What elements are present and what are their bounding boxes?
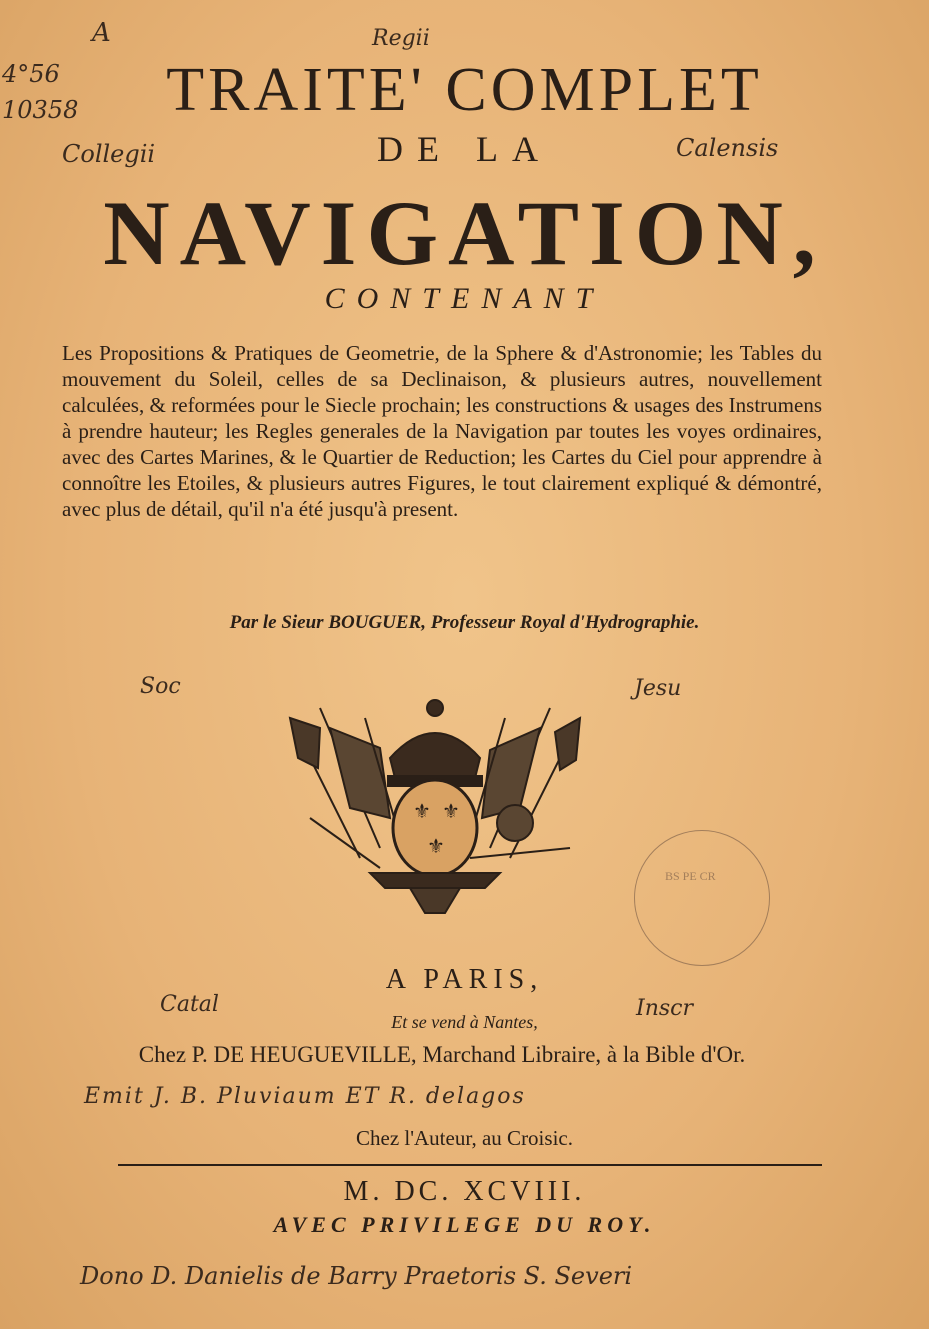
svg-text:⚜: ⚜ bbox=[427, 836, 445, 858]
author-line: Par le Sieur BOUGUER, Professeur Royal d'Hydrographie. bbox=[229, 612, 700, 633]
title-line-2: DE LA bbox=[377, 129, 552, 169]
royal-arms-emblem bbox=[270, 688, 600, 918]
imprint-place: A PARIS, bbox=[385, 964, 544, 995]
svg-text:⚜: ⚜ bbox=[442, 801, 460, 823]
imprint-printer: Chez P. DE HEUGUEVILLE, Marchand Libraire, à la Bible d'Or. bbox=[138, 1042, 746, 1067]
annotation-inscr: Inscr bbox=[636, 996, 693, 1021]
title-line-1: TRAITE' COMPLET bbox=[166, 56, 763, 124]
library-stamp-text: BS PE CR bbox=[665, 869, 716, 883]
title-contenant: CONTENANT bbox=[324, 282, 605, 315]
owner-inscription: Emit J. B. Pluviaum ET R. delagos bbox=[84, 1084, 526, 1109]
imprint-auteur: Chez l'Auteur, au Croisic. bbox=[356, 1126, 573, 1150]
imprint-privilege: AVEC PRIVILEGE DU ROY. bbox=[273, 1212, 656, 1237]
annotation-collegii: Collegii bbox=[62, 140, 156, 168]
annotation-jesu: Jesu bbox=[634, 676, 682, 701]
annotation-soc: Soc bbox=[140, 674, 181, 699]
annotation-calensis: Calensis bbox=[676, 134, 779, 162]
svg-text:⚜: ⚜ bbox=[413, 801, 431, 823]
annotation-regii: Regii bbox=[372, 26, 430, 51]
imprint-date: M. DC. XCVIII. bbox=[343, 1176, 586, 1207]
divider-rule bbox=[118, 1164, 822, 1166]
description-paragraph: Les Propositions & Pratiques de Geometrie, de la Sphere & d'Astronomie; les Tables du mouvement du Soleil, celles de sa Declinaison, & plusieurs autres, nouvellement calculées, & reformées pour le Siecle prochain; les constructions & usages des Instrumens à prendre hauteur; les Regles generales de la Navigation par toutes les voyes ordinaires, avec des Cartes Marines, & le Quartier de Reduction; les Cartes du Ciel pour apprendre à connoître les Etoiles, & plusieurs autres Figures, le tout clairement expliqué & démontré, avec plus de détail, qu'il n'a été jusqu'à present. bbox=[62, 341, 822, 521]
dono-inscription: Dono D. Danielis de Barry Praetoris S. Severi bbox=[80, 1262, 633, 1290]
shelfmark-2: 10358 bbox=[2, 96, 79, 124]
title-navigation: NAVIGATION, bbox=[103, 182, 826, 284]
imprint-vend: Et se vend à Nantes, bbox=[391, 1012, 538, 1032]
shelfmark-1: 4°56 bbox=[2, 60, 60, 88]
annotation-catal: Catal bbox=[160, 992, 219, 1017]
library-stamp bbox=[634, 830, 770, 966]
corner-annotation-a: A bbox=[92, 18, 111, 48]
